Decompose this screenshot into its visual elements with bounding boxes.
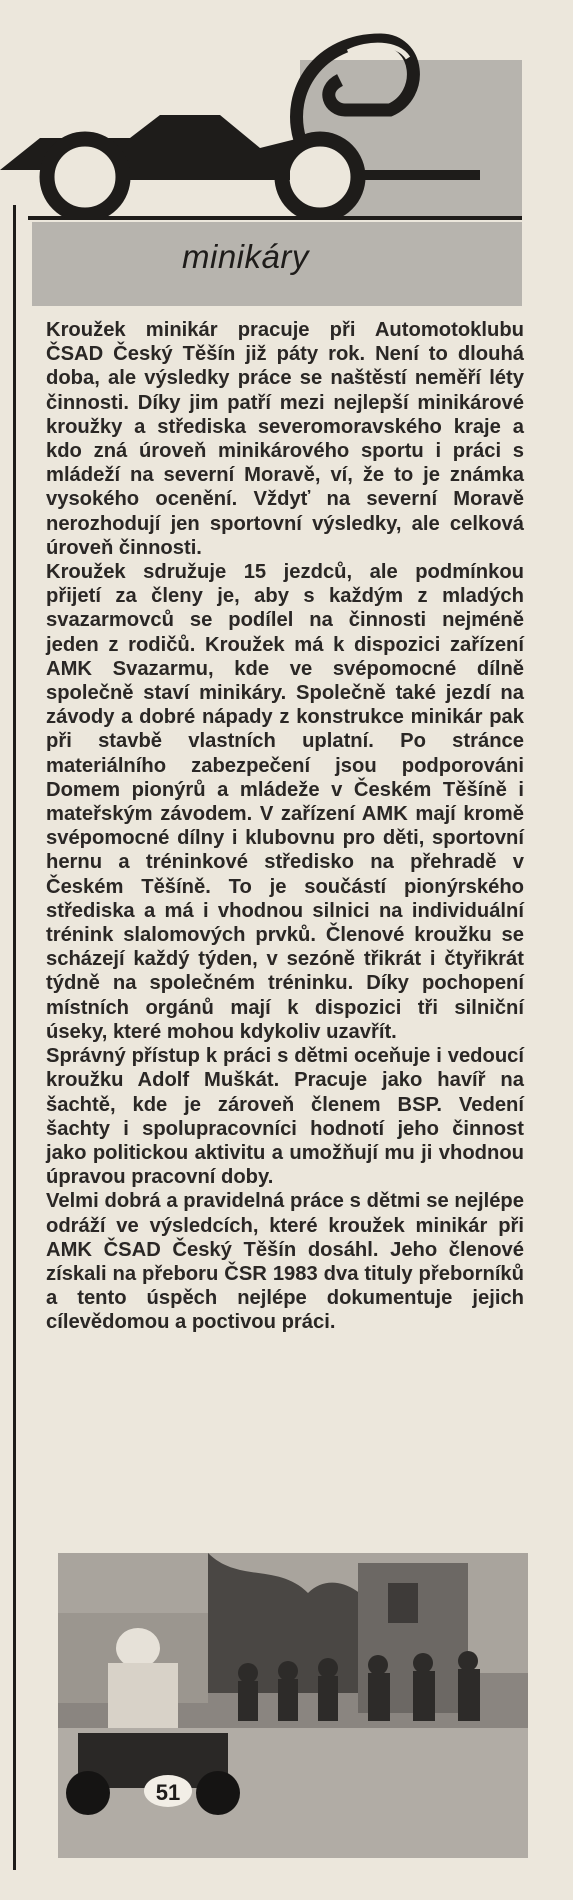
minikart-logo <box>0 20 573 220</box>
kart-silhouette-graphic <box>0 20 573 220</box>
article-paragraph: Kroužek minikár pracuje při Automotoklubu ČSAD Český Těšín již páty rok. Není to dlouhá doba, ale výsledky práce se naštěstí neměří léty činnosti. Díky jim patří mezi nejlepší minikárové kroužky a střediska severomoravského kraje a kdo zná úroveň minikárového sportu i práci s mládeží na severní Moravě, ví, že to je známka vysokého ocenění. Vždyť na severní Moravě nerozhodují jen sportovní výsledky, ale celková úroveň činnosti. <box>46 319 524 559</box>
kart-number: 51 <box>155 1780 181 1805</box>
article-paragraph: Velmi dobrá a pravidelná práce s dětmi se nejlépe odráží ve výsledcích, které kroužek minikár při AMK ČSAD Český Těšín dosáhl. Jeho členové získali na přeboru ČSR 1983 dva tituly přeborníků a tento úspěch nejlépe dokumentuje jejich cílevědomou a poctivou práci. <box>46 1190 524 1334</box>
left-column-rule <box>13 205 16 1870</box>
section-title: minikáry <box>182 238 309 275</box>
article-paragraph: Správný přístup k práci s dětmi oceňuje i vedoucí kroužku Adolf Muškát. Pracuje jako havíř na šachtě, kde je zároveň členem BSP. Vedení šachty i spolupracovníci hodnotí jeho činnost jako politickou aktivitu a umožňují mu ji vhodnou úpravou pracovní doby. <box>46 1045 524 1189</box>
article-body <box>46 318 524 1335</box>
kart-race-photo-graphic <box>58 1553 528 1858</box>
race-photo <box>58 1553 528 1858</box>
title-band <box>32 222 522 306</box>
article-paragraph: Kroužek sdružuje 15 jezdců, ale podmínkou přijetí za členy je, aby s každým z mladých svazarmovců se podílel na činnosti nejméně jeden z rodičů. Kroužek má k dispozici zařízení AMK Svazarmu, kde ve svépomocné dílně společně staví minikáry. Společně také jezdí na závody a dobré nápady z konstrukce minikár pak při stavbě vlastních uplatní. Po stránce materiálního zabezpečení jsou podporováni Domem pionýrů a mládeže v Českém Těšíně i mateřským závodem. V zařízení AMK mají kromě svépomocné dílny i klubovnu pro děti, sportovní hernu a tréninkové středisko na přehradě v Českém Těšíně. To je součástí pionýrského střediska a má i vhodnou silnici na individuální trénink slalomových prvků. Členové kroužku se scházejí každý týden, v sezóně třikrát i čtyřikrát týdně na společném tréninku. Díky pochopení místních orgánů mají k dispozici tři silniční úseky, které mohou kdykoliv uzavřít. <box>46 561 524 1043</box>
